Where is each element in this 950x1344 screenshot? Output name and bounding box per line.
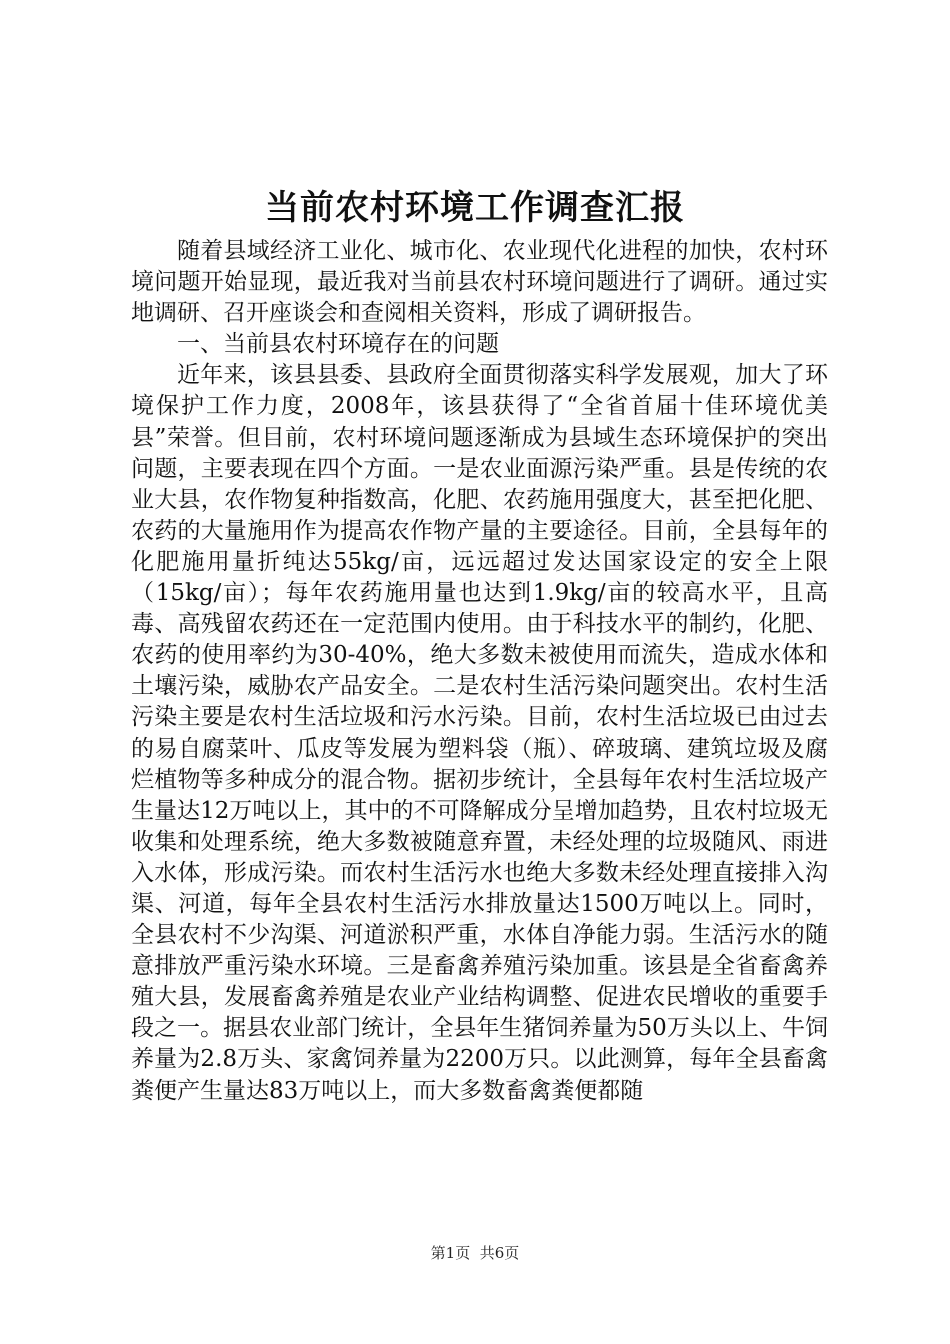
page-number-total: 共6页 [479, 1244, 520, 1262]
section-heading: 一、当前县农村环境存在的问题 [177, 331, 499, 358]
paragraph-intro: 随着县域经济工业化、城市化、农业现代化进程的加快，农村环境问题开始显现，最近我对当前县农村环境问题进行了调研。通过实地调研、召开座谈会和查阅相关资料，形成了调研报告。 [131, 238, 828, 327]
page-footer [0, 1243, 950, 1263]
document-body [131, 236, 828, 1107]
page-number-current: 第1页 [430, 1244, 471, 1262]
paragraph-problems: 近年来，该县县委、县政府全面贯彻落实科学发展观，加大了环境保护工作力度，2008年，该县获得了“全省首届十佳环境优美县”荣誉。但目前，农村环境问题逐渐成为县域生态环境保护的突出问题，主要表现在四个方面。一是农业面源污染严重。县是传统的农业大县，农作物复种指数高，化肥、农药施用强度大，甚至把化肥、农药的大量施用作为提高农作物产量的主要途径。目前，全县每年的化肥施用量折纯达55kg/亩，远远超过发达国家设定的安全上限（15kg/亩）；每年农药施用量也达到1.9kg/亩的较高水平，且高毒、高残留农药还在一定范围内使用。由于科技水平的制约，化肥、农药的使用率约为30-40%，绝大多数未被使用而流失，造成水体和土壤污染，威胁农产品安全。二是农村生活污染问题突出。农村生活污染主要是农村生活垃圾和污水污染。目前，农村生活垃圾已由过去的易自腐菜叶、瓜皮等发展为塑料袋（瓶）、碎玻璃、建筑垃圾及腐烂植物等多种成分的混合物。据初步统计，全县每年农村生活垃圾产生量达12万吨以上，其中的不可降解成分呈增加趋势，且农村垃圾无收集和处理系统，绝大多数被随意弃置，未经处理的垃圾随风、雨进入水体，形成污染。而农村生活污水也绝大多数未经处理直接排入沟渠、河道，每年全县农村生活污水排放量达1500万吨以上。同时，全县农村不少沟渠、河道淤积严重，水体自净能力弱。生活污水的随意排放严重污染水环境。三是畜禽养殖污染加重。该县是全省畜禽养殖大县，发展畜禽养殖是农业产业结构调整、促进农民增收的重要手段之一。据县农业部门统计，全县年生猪饲养量为50万头以上、牛饲养量为2.8万头、家禽饲养量为2200万只。以此测算，每年全县畜禽粪便产生量达83万吨以上，而大多数畜禽粪便都随 [131, 362, 828, 1104]
document-title: 当前农村环境工作调查汇报 [265, 188, 685, 228]
